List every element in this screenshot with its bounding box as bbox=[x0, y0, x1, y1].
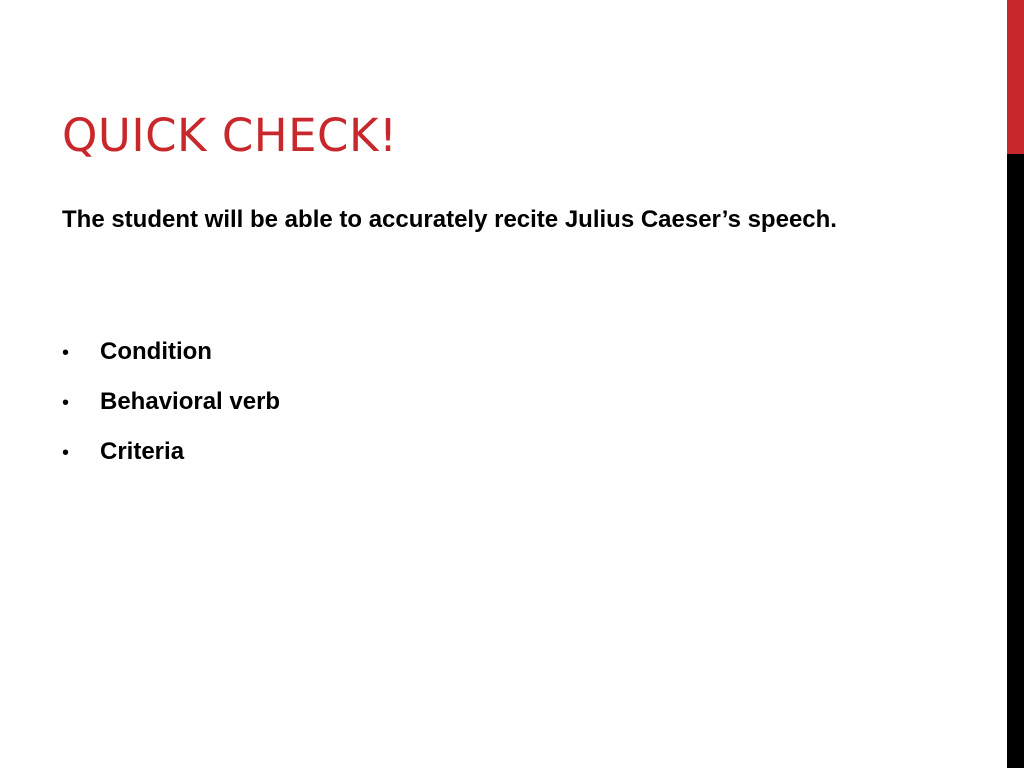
criteria-list bbox=[62, 334, 280, 484]
list-item bbox=[62, 434, 280, 484]
list-item-label: Condition bbox=[100, 338, 212, 365]
slide-title: QUICK CHECK! bbox=[62, 109, 398, 162]
list-item bbox=[62, 334, 280, 384]
bullet-icon: • bbox=[62, 442, 70, 464]
bullet-icon: • bbox=[62, 342, 70, 364]
accent-bar-black bbox=[1007, 154, 1024, 768]
objective-text: The student will be able to accurately recite Julius Caeser’s speech. bbox=[62, 206, 837, 233]
list-item bbox=[62, 384, 280, 434]
accent-bar-red bbox=[1007, 0, 1024, 154]
bullet-icon: • bbox=[62, 392, 70, 414]
list-item-label: Criteria bbox=[100, 438, 185, 465]
list-item-label: Behavioral verb bbox=[100, 388, 281, 415]
